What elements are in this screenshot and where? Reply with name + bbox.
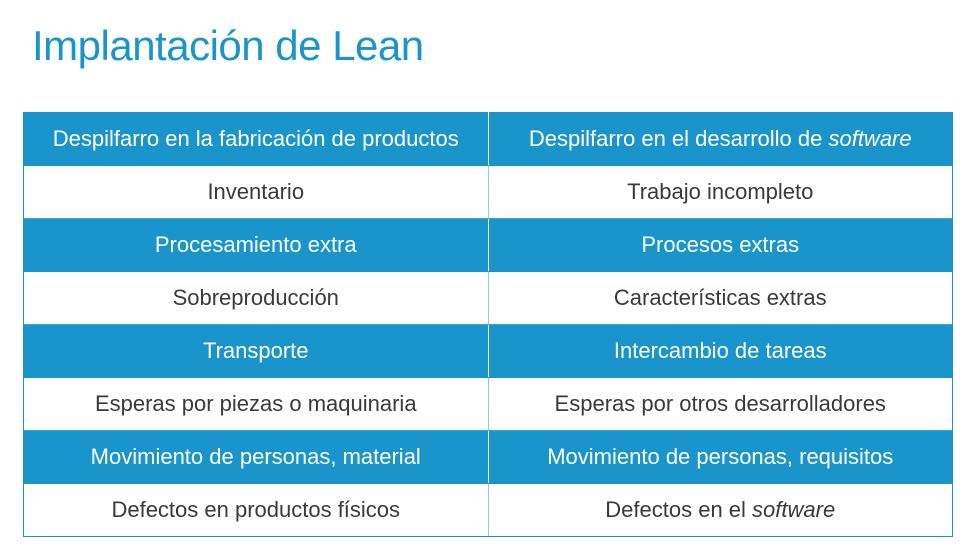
header-software-waste-text: Despilfarro en el desarrollo de xyxy=(528,126,829,151)
manufacturing-waste-cell: Movimiento de personas, material xyxy=(24,431,489,484)
software-waste-cell-text: Defectos en el xyxy=(605,497,753,522)
header-software-waste-italic: software xyxy=(828,126,912,151)
table-row xyxy=(24,378,953,431)
waste-comparison-table xyxy=(23,112,953,537)
manufacturing-waste-cell: Transporte xyxy=(24,325,489,378)
software-waste-cell: Esperas por otros desarrolladores xyxy=(488,378,953,431)
header-manufacturing-waste: Despilfarro en la fabricación de productos xyxy=(24,113,489,166)
manufacturing-waste-cell: Procesamiento extra xyxy=(24,219,489,272)
table-header-row xyxy=(24,113,953,166)
manufacturing-waste-cell: Inventario xyxy=(24,166,489,219)
manufacturing-waste-cell: Sobreproducción xyxy=(24,272,489,325)
table-row xyxy=(24,219,953,272)
software-waste-cell xyxy=(488,484,953,537)
table-row xyxy=(24,272,953,325)
software-waste-cell: Movimiento de personas, requisitos xyxy=(488,431,953,484)
manufacturing-waste-cell: Esperas por piezas o maquinaria xyxy=(24,378,489,431)
manufacturing-waste-cell: Defectos en productos físicos xyxy=(24,484,489,537)
header-software-waste xyxy=(488,113,953,166)
slide-title: Implantación de Lean xyxy=(32,22,424,69)
software-waste-cell: Intercambio de tareas xyxy=(488,325,953,378)
table-row xyxy=(24,166,953,219)
software-waste-cell: Trabajo incompleto xyxy=(488,166,953,219)
table-row xyxy=(24,325,953,378)
table-row xyxy=(24,431,953,484)
software-waste-cell-italic: software xyxy=(752,497,836,522)
software-waste-cell: Procesos extras xyxy=(488,219,953,272)
software-waste-cell: Características extras xyxy=(488,272,953,325)
table-row xyxy=(24,484,953,537)
